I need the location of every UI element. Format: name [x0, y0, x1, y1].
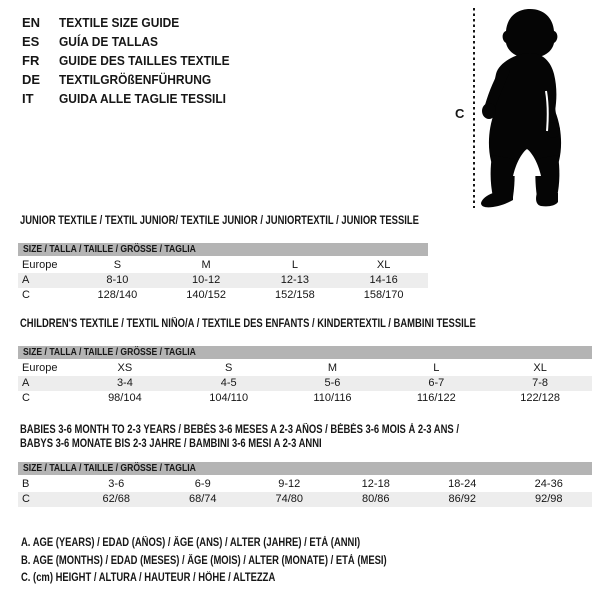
table-cell: 10-12 [192, 273, 221, 286]
table-cell: XS [117, 361, 133, 374]
language-list [22, 13, 244, 108]
table-cell: 86/92 [448, 493, 477, 505]
table-cell: 7-8 [532, 376, 549, 389]
table-rows [18, 258, 428, 303]
table-cell: 8-10 [106, 273, 129, 286]
junior-textile-table [18, 215, 428, 303]
table-cell: L [433, 361, 440, 374]
row-label: C [22, 288, 30, 301]
table-cell: S [113, 258, 122, 271]
lang-code: FR [22, 53, 40, 68]
table-cell: 6-9 [194, 478, 211, 490]
table-title-line2 [18, 438, 592, 452]
table-cell: 12-18 [361, 478, 390, 490]
lang-title: GUÍA DE TALLAS [59, 34, 159, 49]
table-cell: 6-7 [428, 376, 445, 389]
row-label: Europe [22, 361, 58, 374]
height-marker-label: C [455, 106, 465, 121]
note-age-years [21, 535, 467, 553]
note-text: C. (cm) HEIGHT / ALTURA / HAUTEUR / HÖHE / ALTEZZA [21, 572, 276, 584]
lang-code: ES [22, 34, 40, 49]
table-title [18, 424, 592, 438]
note-height-cm [21, 570, 467, 588]
table-row [18, 361, 592, 376]
table-row [18, 477, 592, 492]
table-cell: 80/86 [361, 493, 390, 505]
lang-code: IT [22, 91, 34, 106]
table-cell: 98/104 [108, 391, 142, 404]
table-cell: 110/116 [313, 391, 352, 404]
table-cell: XL [376, 258, 391, 271]
table-cell: 128/140 [97, 288, 138, 301]
table-cell: 152/158 [274, 288, 315, 301]
size-header-text: SIZE / TALLA / TAILLE / GRÖSSE / TAGLIA [23, 345, 196, 358]
table-cell: 116/122 [416, 391, 456, 404]
lang-code: DE [22, 72, 41, 87]
table-cell: 18-24 [448, 478, 477, 490]
row-label: B [22, 478, 30, 490]
height-dotted-line [473, 8, 475, 208]
table-title-text: JUNIOR TEXTILE / TEXTIL JUNIOR/ TEXTILE JUNIOR / JUNIORTEXTIL / JUNIOR TESSILE [20, 215, 419, 227]
table-cell: S [225, 361, 233, 374]
table-title-text: CHILDREN'S TEXTILE / TEXTIL NIÑO/A / TEXTILE DES ENFANTS / KINDERTEXTIL / BAMBINI TESSILE [20, 318, 476, 330]
table-title [18, 215, 428, 229]
size-header-text: SIZE / TALLA / TAILLE / GRÖSSE / TAGLIA [23, 242, 196, 255]
table-cell: M [201, 258, 211, 271]
row-label: C [22, 391, 30, 404]
table-cell: 24-36 [534, 478, 563, 490]
lang-code: EN [22, 15, 41, 30]
table-title-text: BABIES 3-6 MONTH TO 2-3 YEARS / BEBÉS 3-6 MESES A 2-3 AÑOS / BÉBÉS 3-6 MOIS À 2-3 ANS / [20, 424, 459, 436]
note-age-months [21, 553, 467, 571]
lang-title: TEXTILGRÖßENFÜHRUNG [59, 72, 212, 87]
footnotes [21, 535, 467, 588]
baby-silhouette-image [481, 7, 569, 208]
note-text: A. AGE (YEARS) / EDAD (AÑOS) / ÂGE (ANS) / ALTER (JAHRE) / ETÀ (ANNI) [21, 537, 361, 549]
table-cell: 4-5 [220, 376, 237, 389]
table-rows [18, 477, 592, 507]
baby-silhouette [481, 9, 561, 207]
row-label: A [22, 376, 30, 389]
table-cell: 92/98 [534, 493, 563, 505]
children-textile-table [18, 318, 592, 406]
table-cell: 9-12 [278, 478, 301, 490]
babies-textile-table [18, 424, 592, 507]
row-label: A [22, 273, 30, 286]
table-cell: M [327, 361, 338, 374]
lang-title: GUIDA ALLE TAGLIE TESSILI [59, 91, 227, 106]
table-row [18, 492, 592, 507]
table-row [18, 258, 428, 273]
table-row [18, 273, 428, 288]
size-header-bar [18, 462, 592, 475]
size-header-bar [18, 346, 592, 359]
table-rows [18, 361, 592, 406]
lang-title: TEXTILE SIZE GUIDE [59, 15, 180, 30]
lang-row-fr [22, 51, 244, 70]
table-cell: XL [533, 361, 547, 374]
size-header-text: SIZE / TALLA / TAILLE / GRÖSSE / TAGLIA [23, 462, 196, 474]
note-text: B. AGE (MONTHS) / EDAD (MESES) / ÂGE (MOIS) / ALTER (MONATE) / ETÀ (MESI) [21, 554, 387, 567]
lang-title: GUIDE DES TAILLES TEXTILE [59, 53, 230, 68]
table-cell: 14-16 [369, 273, 398, 286]
table-row [18, 288, 428, 303]
table-cell: 122/128 [520, 391, 560, 404]
table-cell: 74/80 [275, 493, 304, 505]
lang-row-de [22, 70, 244, 89]
table-cell: 62/68 [102, 493, 131, 505]
row-label: Europe [22, 258, 58, 271]
lang-row-it [22, 89, 244, 108]
table-cell: 5-6 [324, 376, 341, 389]
size-header-bar [18, 243, 428, 256]
row-label: C [22, 493, 30, 505]
table-title [18, 318, 592, 332]
table-cell: L [291, 258, 298, 271]
table-cell: 3-4 [116, 376, 133, 389]
lang-row-en [22, 13, 244, 32]
table-row [18, 376, 592, 391]
table-cell: 104/110 [209, 391, 249, 404]
lang-row-es [22, 32, 244, 51]
table-row [18, 391, 592, 406]
table-cell: 158/170 [363, 288, 404, 301]
table-cell: 140/152 [186, 288, 226, 301]
table-title-text: BABYS 3-6 MONATE BIS 2-3 JAHRE / BAMBINI 3-6 MESI A 2-3 ANNI [20, 437, 322, 450]
table-cell: 68/74 [188, 493, 217, 505]
table-cell: 12-13 [280, 273, 309, 286]
table-cell: 3-6 [108, 478, 125, 490]
